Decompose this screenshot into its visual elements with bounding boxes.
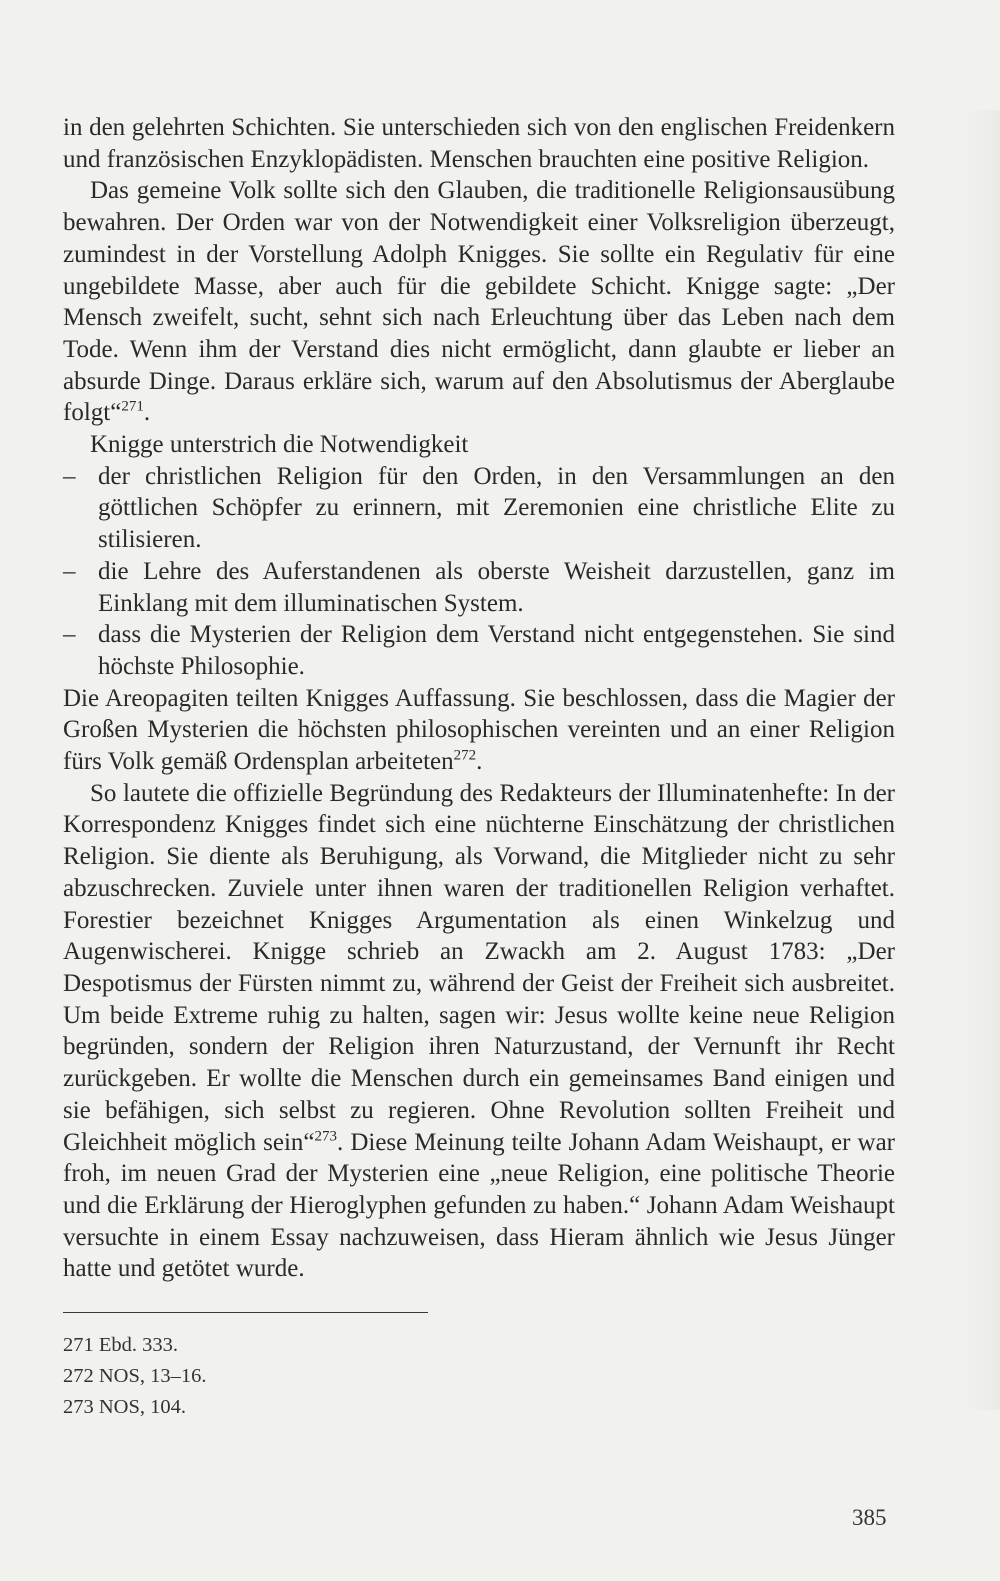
list-item-text: dass die Mysterien der Religion dem Verstand nicht entgegenstehen. Sie sind höchste Philosophie. (98, 621, 895, 680)
paragraph-2 (63, 175, 895, 429)
paragraph-5-end: . Diese Meinung teilte Johann Adam Weishaupt, er war froh, im neuen Grad der Mysterien eine „neue Religion, eine politische Theorie und die Erklärung der Hieroglyphen gefunden zu haben.“ Johann Adam Weishaupt versuchte in einem Essay nachzuweisen, dass Hieram ähnlich wie Jesus Jünger hatte und getötet wurde. (63, 1128, 895, 1283)
dash-bullet: – (63, 621, 76, 649)
dash-bullet: – (63, 462, 76, 490)
paragraph-4-text: Die Areopagiten teilten Knigges Auffassung. Sie beschlossen, dass die Magier der Großen Mysterien die höchsten philosophischen vereinten und an einer Religion fürs Volk gemäß Ordensplan arbeiteten (63, 684, 895, 776)
paragraph-5-text: So lautete die offizielle Begründung des Redakteurs der Illuminatenhefte: In der Korrespondenz Knigges findet sich eine nüchterne Einschätzung der christlichen Religion. Sie diente als Beruhigung, als Vorwand, die Mitglieder nicht zu sehr abzuschrecken. Zuviele unter ihnen waren der traditionellen Religion verhaftet. Forestier bezeichnet Knigges Argumentation als einen Winkelzug und Augenwischerei. Knigge schrieb an Zwackh am 2. August 1783: „Der Despotismus der Fürsten nimmt zu, während der Geist der Freiheit sich ausbreitet. Um beide Extreme ruhig zu halten, sagen wir: Jesus wollte keine neue Religion begründen, sondern der Religion ihren Naturzustand, der Vernunft ihr Recht zurückgeben. Er wollte die Menschen durch ein gemeinsames Band einigen und sie befähigen, sich selbst zu regieren. Ohne Revolution sollten Freiheit und Gleichheit möglich sein“ (63, 779, 895, 1156)
paragraph-5 (63, 778, 895, 1285)
footnotes (63, 1330, 207, 1423)
footnote-ref-272: 272 (453, 747, 477, 764)
footnote-272: 272 NOS, 13–16. (63, 1365, 207, 1387)
list-item-text: der christlichen Religion für den Orden, in den Versammlungen an den göttlichen Schöpfer zu erinnern, mit Zeremonien eine christliche Elite zu stilisieren. (98, 462, 895, 554)
footnote-271: 271 Ebd. 333. (63, 1334, 179, 1356)
footnote-ref-273: 273 (314, 1128, 338, 1145)
footnote-273: 273 NOS, 104. (63, 1396, 187, 1418)
page-number: 385 (852, 1505, 887, 1530)
paragraph-1: in den gelehrten Schichten. Sie unterschieden sich von den englischen Freidenkern und französischen Enzyklopädisten. Menschen brauchten eine positive Religion. (63, 114, 895, 173)
paragraph-2-text: Das gemeine Volk sollte sich den Glauben, die traditionelle Religionsausübung bewahren. Der Orden war von der Notwendigkeit einer Volksreligion überzeugt, zumindest in der Vorstellung Adolph Knigges. Sie sollte ein Regulativ für eine ungebildete Masse, aber auch für die gebildete Schicht. Knigge sagte: „Der Mensch zweifelt, sucht, sehnt sich nach Erleuchtung über das Leben nach dem Tode. Wenn ihm der Verstand dies nicht ermöglicht, dann glaubte er lieber an absurde Dinge. Daraus erkläre sich, warum auf den Absolutismus der Aberglaube folgt“ (63, 177, 895, 427)
list-item (63, 461, 895, 556)
list-item (63, 619, 895, 682)
list-item (63, 556, 895, 619)
page-edge-shadow (965, 110, 1000, 1410)
dash-bullet: – (63, 557, 76, 585)
paragraph-4-end: . (476, 748, 483, 776)
paragraph-4 (63, 683, 895, 778)
footnote-ref-271: 271 (121, 399, 144, 415)
paragraph-2-end: . (143, 399, 151, 427)
paragraph-3: Knigge unterstrich die Notwendigkeit (90, 431, 469, 459)
footnote-divider (63, 1312, 428, 1313)
main-text (63, 112, 895, 1285)
list-item-text: die Lehre des Auferstandenen als oberste Weisheit darzustellen, ganz im Einklang mit dem illuminatischen System. (98, 557, 895, 617)
